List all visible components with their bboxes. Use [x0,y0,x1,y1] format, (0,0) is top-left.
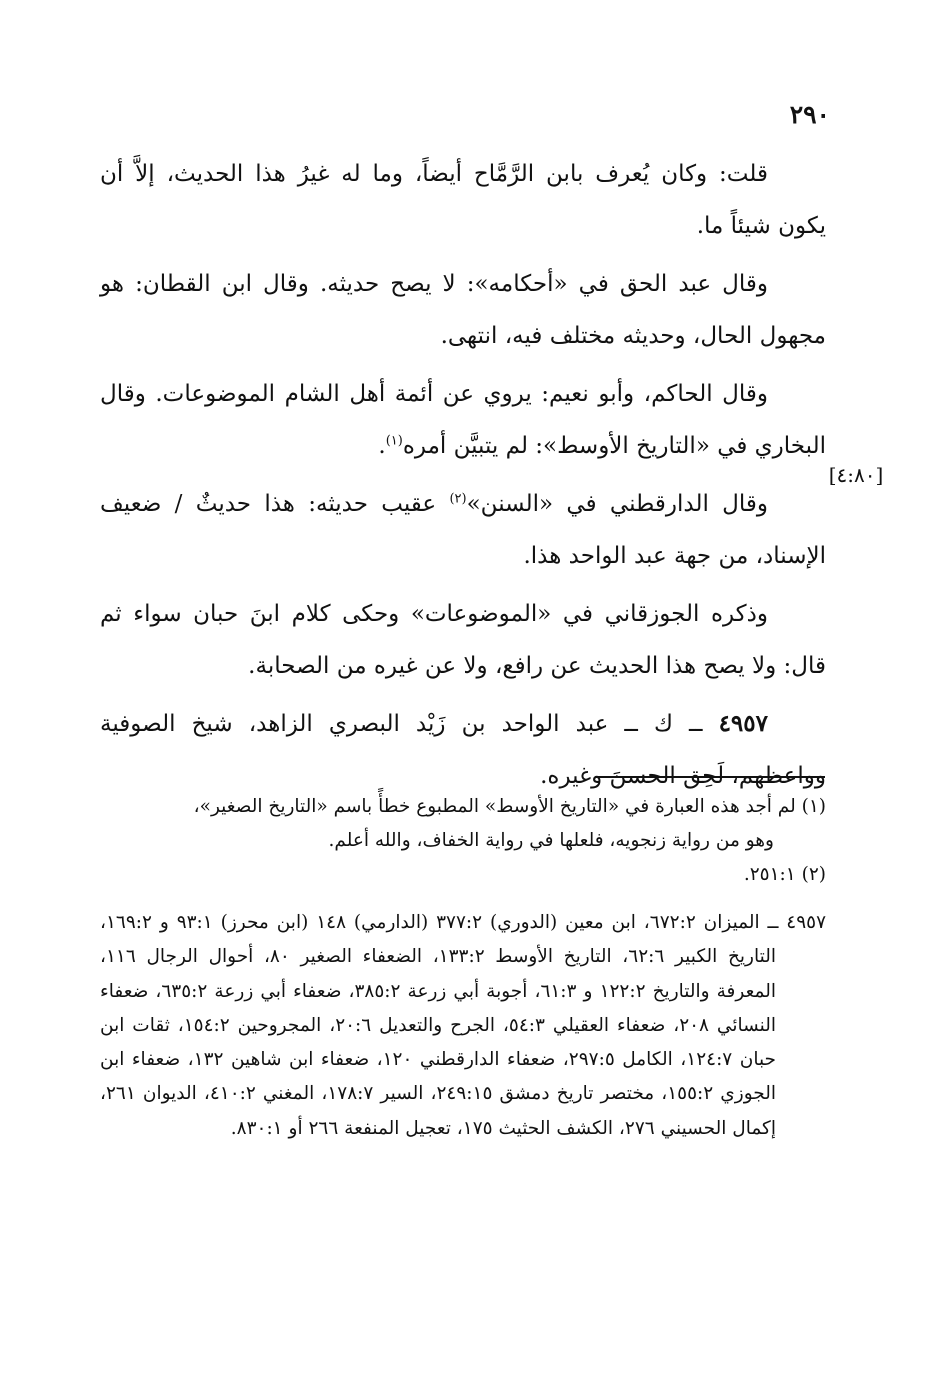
paragraph-5: وذكره الجوزقاني في «الموضوعات» وحكى كلام ابنَ حبان سواء ثم قال: ولا يصح هذا الحديث عن رافع، ولا عن غيره من الصحابة. [100,601,826,679]
entry-number: ٤٩٥٧ [718,710,768,737]
paragraph-6 [100,698,826,802]
paragraph-4-start: وقال الدارقطني في «السنن» [466,491,768,517]
footnote-2: (٢) ٢٥١:١. [743,864,826,885]
main-text [100,148,826,808]
paragraph-4-end: عقيب حديثه: هذا حديثٌ / ضعيف الإسناد، من جهة عبد الواحد هذا. [100,491,826,569]
footnote-ref-1: (١) [385,433,403,449]
paragraph-3 [100,368,826,472]
footnote-ref-2: (٢) [449,491,467,507]
footnotes [100,790,826,892]
paragraph-3-end: . [378,433,386,459]
footnote-divider [595,776,825,778]
paragraph-3-text: وقال الحاكم، وأبو نعيم: يروي عن أئمة أهل الشام الموضوعات. وقال البخاري في «التاريخ الأوسط»: لم يتبيَّن أمره [100,381,826,459]
paragraph-1: قلت: وكان يُعرف بابن الرَّمَّاح أيضاً، وما له غيرُ هذا الحديث، إلاَّ أن يكون شيئاً ما. [100,161,826,239]
margin-reference: [٤:٨٠] [828,463,884,487]
footnote-1-line-1: (١) لم أجد هذه العبارة في «التاريخ الأوسط» المطبوع خطأً باسم «التاريخ الصغير»، [193,796,826,817]
footnote-1-line-2: وهو من رواية زنجويه، فلعلها في رواية الخفاف، والله أعلم. [328,830,774,851]
entry-text: ــ ك ــ عبد الواحد بن زَيْد البصري الزاهد، شيخ الصوفية وواعظهم، لَحِق الحسنَ وغيره. [100,711,826,789]
paragraph-2: وقال عبد الحق في «أحكامه»: لا يصح حديثه. وقال ابن القطان: هو مجهول الحال، وحديثه مختلف فيه، انتهى. [100,271,826,349]
references-text: ٤٩٥٧ ــ الميزان ٦٧٢:٢، ابن معين (الدوري) ٣٧٧:٢ (الدارمي) ١٤٨ (ابن محرز) ٩٣:١ و ١٦٩:٢، التاريخ الكبير ٦٢:٦، التاريخ الأوسط ١٣٣:٢، الضعفاء الصغير ٨٠، أحوال الرجال ١١٦، المعرفة والتاريخ ١٢٢:٢ و ٦١:٣، أجوبة أبي زرعة ٣٨٥:٢، ضعفاء أبي زرعة ٦٣٥:٢، ضعفاء النسائي ٢٠٨، ضعفاء العقيلي ٥٤:٣، الجرح والتعديل ٢٠:٦، المجروحين ١٥٤:٢، ثقات ابن حبان ١٢٤:٧، الكامل ٢٩٧:٥، ضعفاء الدارقطني ١٢٠، ضعفاء ابن شاهين ١٣٢، ضعفاء ابن الجوزي ١٥٥:٢، مختصر تاريخ دمشق ٢٤٩:١٥، السير ١٧٨:٧، المغني ٤١٠:٢، الديوان ٢٦١، إكمال الحسيني ٢٧٦، الكشف الحثيث ١٧٥، تعجيل المنفعة ٢٦٦ أو ٨٣٠:١. [100,912,827,1139]
paragraph-4 [100,478,826,582]
page-number: ٢٩٠ [789,100,830,129]
references-section [100,906,826,1146]
